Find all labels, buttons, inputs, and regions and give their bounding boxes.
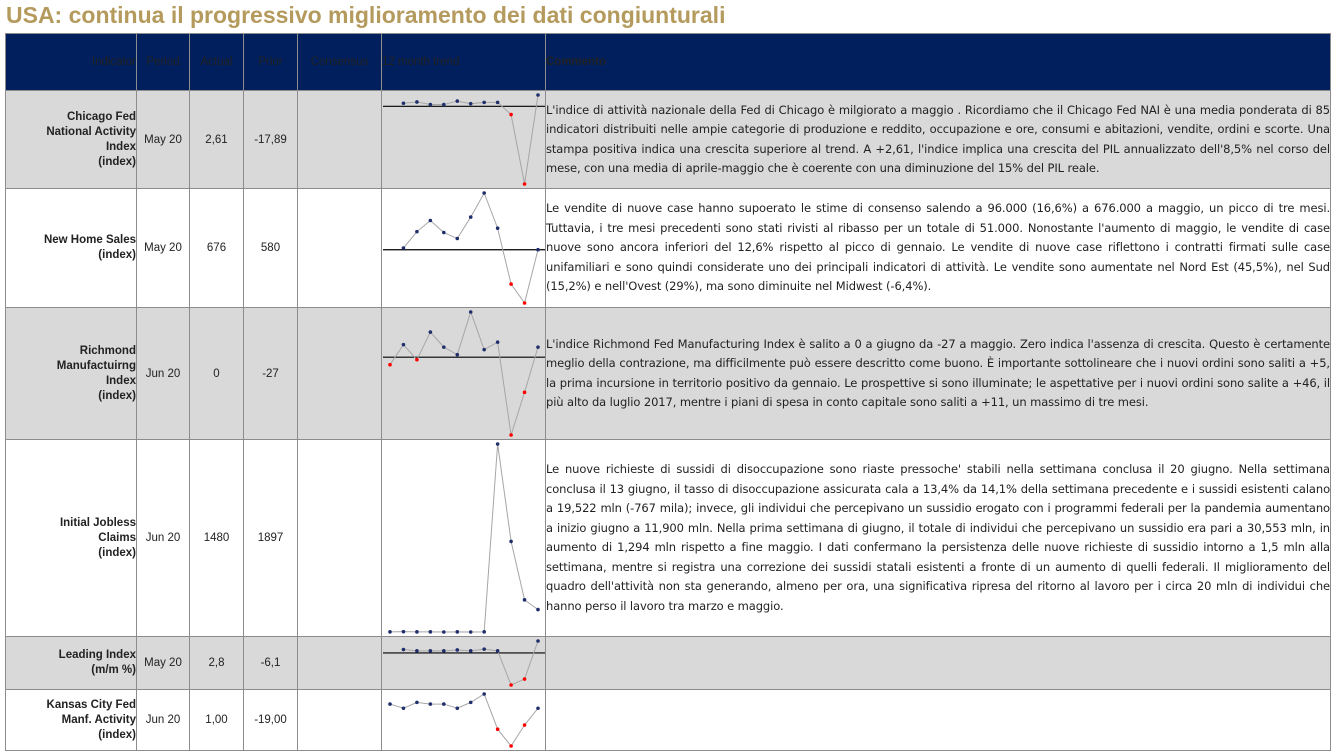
- prior-value: -27: [244, 308, 298, 440]
- indicator-name: [6, 91, 137, 189]
- col-header-actual: Actual: [190, 34, 244, 91]
- sparkline-point: [496, 226, 500, 230]
- sparkline-point: [455, 237, 459, 241]
- sparkline-point: [442, 103, 446, 107]
- period-cell: Jun 20: [137, 690, 190, 751]
- trend-sparkline: [382, 189, 546, 307]
- col-header-prior: Prior: [244, 34, 298, 91]
- sparkline-line: [403, 95, 538, 184]
- sparkline-point: [415, 649, 419, 653]
- trend-sparkline-cell: [382, 189, 546, 308]
- indicator-name-line: (index): [98, 728, 136, 741]
- indicator-name-line: (index): [98, 546, 136, 559]
- period-cell: May 20: [137, 637, 190, 690]
- sparkline-point: [388, 702, 392, 706]
- sparkline-point: [455, 630, 459, 634]
- comment-text: Le vendite di nuove case hanno supoerato le stime di consenso salendo a 96.000 (16,6%) a 676.000 a maggio, un picco di tre mesi. Tuttavia, i tre mesi precedenti sono stati rivisti al ribasso per un totale di 51.000. Nonostante l'aumento di maggio, le vendite di case nuove sono ancora inferiori del 12,6% rispetto al picco di gennaio. Le vendite di nuove case riflettono i contratti firmati sulle case unifamiliari e sono quindi considerate uno dei principali indicatori di attività. Le vendite sono aumentate nel Nord Est (45,5%), nel Sud (15,2%) e nell'Ovest (29%), ma sono diminuite nel Midwest (-6,4%).: [546, 189, 1331, 308]
- sparkline-point: [536, 248, 540, 252]
- sparkline-point: [523, 598, 527, 602]
- sparkline-point: [509, 540, 513, 544]
- sparkline-point: [429, 649, 433, 653]
- consensus-value: [298, 189, 382, 308]
- indicator-name-line: Leading Index: [58, 649, 136, 661]
- sparkline-point: [429, 330, 433, 334]
- sparkline-point: [402, 343, 406, 347]
- sparkline-point: [509, 683, 513, 687]
- col-header-period: Period: [137, 34, 190, 91]
- sparkline-point: [509, 744, 513, 748]
- sparkline-point: [482, 101, 486, 105]
- sparkline-point: [523, 301, 527, 305]
- trend-sparkline-cell: [382, 440, 546, 637]
- indicator-name: [6, 440, 137, 637]
- actual-value: 2,8: [190, 637, 244, 690]
- trend-sparkline-cell: [382, 308, 546, 440]
- sparkline-point: [442, 231, 446, 235]
- actual-value: 676: [190, 189, 244, 308]
- trend-sparkline: [382, 690, 546, 750]
- consensus-value: [298, 637, 382, 690]
- table-row: [6, 637, 1331, 690]
- sparkline-point: [429, 630, 433, 634]
- period-cell: May 20: [137, 189, 190, 308]
- sparkline-point: [496, 727, 500, 731]
- table-row: [6, 440, 1331, 637]
- comment-text: [546, 637, 1331, 690]
- indicator-name-line: New Home Sales: [43, 234, 136, 246]
- sparkline-point: [523, 391, 527, 395]
- prior-value: -17,89: [244, 91, 298, 189]
- sparkline-point: [482, 647, 486, 651]
- indicator-name-line: Richmond: [79, 344, 136, 357]
- trend-sparkline-cell: [382, 690, 546, 751]
- period-cell: Jun 20: [137, 308, 190, 440]
- indicator-name-line: Kansas City Fed: [46, 698, 136, 711]
- indicator-name-line: Manf. Activity: [61, 713, 136, 726]
- indicator-name-line: Chicago Fed: [66, 110, 136, 123]
- sparkline-point: [415, 358, 419, 362]
- trend-sparkline-cell: [382, 637, 546, 690]
- sparkline-point: [496, 340, 500, 344]
- sparkline-point: [536, 93, 540, 97]
- sparkline-point: [536, 608, 540, 612]
- indicators-table: [5, 33, 1331, 751]
- sparkline-point: [523, 677, 527, 681]
- sparkline-point: [536, 345, 540, 349]
- table-row: [6, 189, 1331, 308]
- sparkline-line: [390, 312, 538, 435]
- indicator-name-line: (index): [98, 249, 136, 261]
- sparkline-point: [415, 701, 419, 705]
- col-header-trend: 12 month trend: [382, 34, 546, 91]
- indicator-name-line: (index): [98, 155, 136, 168]
- sparkline-point: [455, 353, 459, 357]
- sparkline-point: [442, 702, 446, 706]
- indicator-name: [6, 690, 137, 751]
- sparkline-point: [429, 219, 433, 223]
- sparkline-point: [415, 630, 419, 634]
- sparkline-point: [496, 101, 500, 105]
- prior-value: 1897: [244, 440, 298, 637]
- sparkline-point: [415, 100, 419, 104]
- indicator-name-line: Index: [105, 140, 136, 153]
- actual-value: 1,00: [190, 690, 244, 751]
- indicator-name-line: (m/m %): [91, 664, 136, 676]
- indicator-name-line: National Activity: [46, 125, 136, 138]
- sparkline-point: [429, 103, 433, 107]
- sparkline-point: [469, 649, 473, 653]
- sparkline-point: [482, 630, 486, 634]
- sparkline-point: [496, 649, 500, 653]
- prior-value: -19,00: [244, 690, 298, 751]
- consensus-value: [298, 440, 382, 637]
- sparkline-point: [429, 702, 433, 706]
- comment-text: [546, 690, 1331, 751]
- indicator-name-line: Index: [105, 374, 136, 387]
- consensus-value: [298, 91, 382, 189]
- trend-sparkline: [382, 440, 546, 636]
- sparkline-point: [442, 649, 446, 653]
- sparkline-point: [482, 191, 486, 195]
- sparkline-point: [482, 692, 486, 696]
- sparkline-point: [523, 723, 527, 727]
- sparkline-point: [509, 282, 513, 286]
- indicator-name-line: Initial Jobless: [59, 516, 136, 529]
- sparkline-point: [509, 433, 513, 437]
- sparkline-point: [455, 648, 459, 652]
- period-cell: Jun 20: [137, 440, 190, 637]
- trend-sparkline-cell: [382, 91, 546, 189]
- col-header-commento: Commento: [546, 34, 1331, 91]
- indicator-name: [6, 637, 137, 690]
- sparkline-line: [403, 641, 538, 685]
- sparkline-point: [469, 701, 473, 705]
- sparkline-point: [455, 706, 459, 710]
- indicator-name-line: (index): [98, 389, 136, 402]
- table-row: [6, 308, 1331, 440]
- sparkline-point: [402, 246, 406, 250]
- table-row: [6, 690, 1331, 751]
- sparkline-point: [536, 639, 540, 643]
- trend-sparkline: [382, 308, 546, 439]
- sparkline-line: [390, 444, 538, 632]
- sparkline-point: [442, 630, 446, 634]
- actual-value: 0: [190, 308, 244, 440]
- sparkline-point: [523, 182, 527, 186]
- period-cell: May 20: [137, 91, 190, 189]
- comment-text: Le nuove richieste di sussidi di disoccupazione sono riaste pressoche' stabili nella settimana conclusa il 20 giugno. Nella settimana conclusa il 13 giugno, il tasso di disoccupazione assicurata cala a 13,4% da 14,1% della settimana precedente e i sussidi esistenti calano a 19,522 mln (-767 mila); invece, gli individui che percepivano un sussidio erogato con i programmi federali per la pandemia aumentano a inizio giugno a 11,900 mln. Nella prima settimana di giugno, il totale di individui che percepivano un sussidio era pari a 30,553 mln, in aumento di 1,294 mln rispetto a fine maggio. I dati confermano la persistenza delle nuove richieste di sussidio intorno a 1,5 mln alla settimana, mentre si registra una correzione dei sussidi statali esistenti a fronte di un aumento di quelli federali. Il miglioramento del quadro dell'attività non sta generando, almeno per ora, una significativa ripresa del ritorno al lavoro per i circa 20 mln di individui che hanno perso il lavoro tra marzo e maggio.: [546, 440, 1331, 637]
- table-row: [6, 91, 1331, 189]
- sparkline-point: [469, 310, 473, 314]
- consensus-value: [298, 690, 382, 751]
- sparkline-point: [455, 99, 459, 103]
- actual-value: 2,61: [190, 91, 244, 189]
- consensus-value: [298, 308, 382, 440]
- prior-value: 580: [244, 189, 298, 308]
- comment-text: L'indice di attività nazionale della Fed di Chicago è milgiorato a maggio . Ricordiamo che il Chicago Fed NAI è una media ponderata di 85 indicatori distribuiti nelle ampie categorie di produzione e reddito, occupazione e ore, consumi e abitazioni, vendite, ordini e scorte. Una stampa positiva indica una crescita superiore al trend. A +2,61, l'indice implica una crescita del PIL annualizzato dell'8,5% nel corso del mese, con una media di aprile-maggio che è coerente con una diminuzione del 15% del PIL reale.: [546, 91, 1331, 189]
- indicator-name: [6, 189, 137, 308]
- sparkline-point: [402, 101, 406, 105]
- sparkline-point: [482, 348, 486, 352]
- col-header-indicator: Indicator: [6, 34, 137, 91]
- sparkline-point: [402, 648, 406, 652]
- sparkline-line: [403, 193, 538, 303]
- indicator-name-line: Manufactuirng: [56, 359, 136, 372]
- sparkline-point: [469, 215, 473, 219]
- sparkline-point: [442, 345, 446, 349]
- sparkline-point: [388, 363, 392, 367]
- table-header: [6, 34, 1331, 91]
- actual-value: 1480: [190, 440, 244, 637]
- trend-sparkline: [382, 91, 546, 188]
- sparkline-point: [496, 442, 500, 446]
- comment-text: L'indice Richmond Fed Manufacturing Index è salito a 0 a giugno da -27 a maggio. Zero indica l'assenza di crescita. Questo è certamente meglio della contrazione, ma difficilmente può essere descritto come buono. È importante sottolineare che i nuovi ordini sono saliti a +5, la prima incursione in territorio positivo da gennaio. Le prospettive si sono illuminate; le aspettative per i nuovi ordini sono salite a +46, il più alto da luglio 2017, mentre i piani di spesa in conto capitale sono saliti a +11, un massimo di tre mesi.: [546, 308, 1331, 440]
- sparkline-point: [388, 630, 392, 634]
- sparkline-point: [402, 706, 406, 710]
- prior-value: -6,1: [244, 637, 298, 690]
- sparkline-point: [415, 230, 419, 234]
- sparkline-point: [402, 630, 406, 634]
- sparkline-line: [390, 694, 538, 746]
- sparkline-point: [509, 113, 513, 117]
- sparkline-point: [469, 102, 473, 106]
- indicator-name-line: Claims: [98, 531, 136, 544]
- page-title: USA: continua il progressivo miglioramento dei dati congiunturali: [6, 2, 726, 28]
- indicator-name: [6, 308, 137, 440]
- col-header-consensus: Consensus: [298, 34, 382, 91]
- sparkline-point: [469, 630, 473, 634]
- trend-sparkline: [382, 637, 546, 689]
- sparkline-point: [536, 706, 540, 710]
